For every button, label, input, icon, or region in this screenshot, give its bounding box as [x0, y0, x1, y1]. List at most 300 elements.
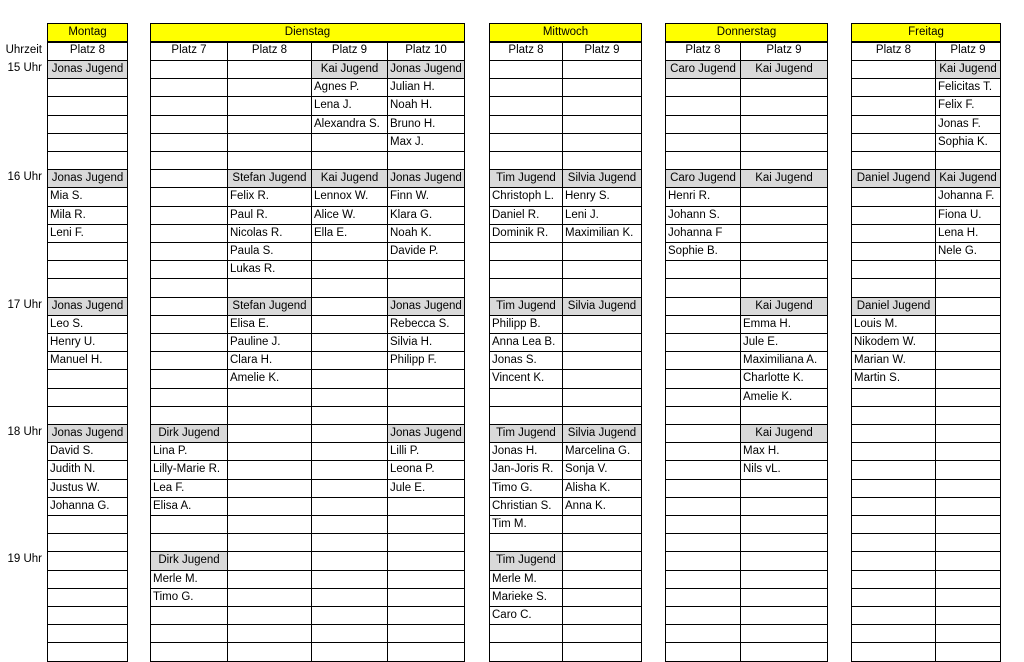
- player-cell[interactable]: [47, 570, 128, 589]
- group-cell[interactable]: Kai Jugend: [740, 297, 828, 316]
- player-cell[interactable]: [47, 642, 128, 662]
- player-cell[interactable]: [740, 151, 828, 170]
- player-cell[interactable]: [489, 60, 563, 79]
- player-cell[interactable]: [562, 606, 642, 625]
- player-cell[interactable]: [227, 533, 312, 552]
- player-cell[interactable]: [150, 78, 228, 97]
- player-cell[interactable]: Nils vL.: [740, 460, 828, 480]
- player-cell[interactable]: [387, 151, 465, 170]
- player-cell[interactable]: [740, 278, 828, 298]
- player-cell[interactable]: [935, 642, 1001, 662]
- group-cell[interactable]: Stefan Jugend: [227, 169, 312, 188]
- player-cell[interactable]: [150, 624, 228, 643]
- player-cell[interactable]: Silvia H.: [387, 333, 465, 352]
- player-cell[interactable]: [150, 224, 228, 243]
- player-cell[interactable]: [227, 96, 312, 116]
- player-cell[interactable]: [562, 333, 642, 352]
- player-cell[interactable]: Agnes P.: [311, 78, 388, 97]
- player-cell[interactable]: Noah H.: [387, 96, 465, 116]
- player-cell[interactable]: [150, 169, 228, 188]
- player-cell[interactable]: [935, 570, 1001, 589]
- player-cell[interactable]: [227, 588, 312, 607]
- player-cell[interactable]: [740, 551, 828, 571]
- player-cell[interactable]: Daniel R.: [489, 206, 563, 225]
- player-cell[interactable]: [150, 351, 228, 370]
- player-cell[interactable]: [935, 533, 1001, 552]
- player-cell[interactable]: [851, 224, 936, 243]
- group-cell[interactable]: Jonas Jugend: [47, 297, 128, 316]
- player-cell[interactable]: [47, 515, 128, 534]
- player-cell[interactable]: [935, 351, 1001, 370]
- player-cell[interactable]: [851, 624, 936, 643]
- player-cell[interactable]: [227, 388, 312, 407]
- player-cell[interactable]: Philipp B.: [489, 315, 563, 334]
- player-cell[interactable]: Max J.: [387, 133, 465, 152]
- player-cell[interactable]: [227, 424, 312, 443]
- player-cell[interactable]: [47, 242, 128, 261]
- player-cell[interactable]: [311, 570, 388, 589]
- player-cell[interactable]: Paula S.: [227, 242, 312, 261]
- player-cell[interactable]: [150, 315, 228, 334]
- player-cell[interactable]: [665, 78, 741, 97]
- player-cell[interactable]: [665, 606, 741, 625]
- player-cell[interactable]: [387, 406, 465, 425]
- player-cell[interactable]: [740, 588, 828, 607]
- group-cell[interactable]: Jonas Jugend: [47, 169, 128, 188]
- player-cell[interactable]: [150, 151, 228, 170]
- player-cell[interactable]: Clara H.: [227, 351, 312, 370]
- player-cell[interactable]: [227, 60, 312, 79]
- group-cell[interactable]: Daniel Jugend: [851, 297, 936, 316]
- player-cell[interactable]: [935, 333, 1001, 352]
- player-cell[interactable]: Lukas R.: [227, 260, 312, 279]
- player-cell[interactable]: [311, 297, 388, 316]
- player-cell[interactable]: Bruno H.: [387, 115, 465, 134]
- player-cell[interactable]: [851, 551, 936, 571]
- group-cell[interactable]: Kai Jugend: [935, 60, 1001, 79]
- player-cell[interactable]: [150, 333, 228, 352]
- player-cell[interactable]: [851, 442, 936, 461]
- player-cell[interactable]: Elisa A.: [150, 497, 228, 516]
- player-cell[interactable]: Amelie K.: [227, 369, 312, 389]
- player-cell[interactable]: Lennox W.: [311, 187, 388, 207]
- player-cell[interactable]: [935, 497, 1001, 516]
- player-cell[interactable]: Johanna G.: [47, 497, 128, 516]
- player-cell[interactable]: Felix F.: [935, 96, 1001, 116]
- player-cell[interactable]: Mia S.: [47, 187, 128, 207]
- player-cell[interactable]: [740, 479, 828, 498]
- player-cell[interactable]: [311, 315, 388, 334]
- player-cell[interactable]: [47, 278, 128, 298]
- player-cell[interactable]: [562, 551, 642, 571]
- player-cell[interactable]: Sophie B.: [665, 242, 741, 261]
- player-cell[interactable]: [311, 133, 388, 152]
- player-cell[interactable]: [489, 406, 563, 425]
- player-cell[interactable]: [150, 278, 228, 298]
- player-cell[interactable]: [227, 515, 312, 534]
- player-cell[interactable]: [387, 606, 465, 625]
- player-cell[interactable]: [489, 533, 563, 552]
- player-cell[interactable]: [665, 133, 741, 152]
- player-cell[interactable]: [851, 187, 936, 207]
- player-cell[interactable]: Henry S.: [562, 187, 642, 207]
- player-cell[interactable]: [851, 570, 936, 589]
- player-cell[interactable]: Christoph L.: [489, 187, 563, 207]
- player-cell[interactable]: [47, 588, 128, 607]
- player-cell[interactable]: [311, 242, 388, 261]
- player-cell[interactable]: [740, 133, 828, 152]
- player-cell[interactable]: [562, 570, 642, 589]
- player-cell[interactable]: [311, 515, 388, 534]
- player-cell[interactable]: [311, 606, 388, 625]
- player-cell[interactable]: [227, 151, 312, 170]
- player-cell[interactable]: Lena J.: [311, 96, 388, 116]
- player-cell[interactable]: [851, 588, 936, 607]
- player-cell[interactable]: [47, 96, 128, 116]
- player-cell[interactable]: [740, 224, 828, 243]
- player-cell[interactable]: [851, 78, 936, 97]
- player-cell[interactable]: Christian S.: [489, 497, 563, 516]
- player-cell[interactable]: [311, 479, 388, 498]
- player-cell[interactable]: [665, 497, 741, 516]
- player-cell[interactable]: [150, 406, 228, 425]
- player-cell[interactable]: [740, 642, 828, 662]
- player-cell[interactable]: [665, 388, 741, 407]
- player-cell[interactable]: Alice W.: [311, 206, 388, 225]
- player-cell[interactable]: Timo G.: [150, 588, 228, 607]
- player-cell[interactable]: Maximilian K.: [562, 224, 642, 243]
- player-cell[interactable]: [47, 369, 128, 389]
- player-cell[interactable]: [47, 624, 128, 643]
- player-cell[interactable]: [150, 115, 228, 134]
- player-cell[interactable]: [665, 260, 741, 279]
- player-cell[interactable]: [227, 115, 312, 134]
- player-cell[interactable]: [227, 460, 312, 480]
- player-cell[interactable]: [851, 60, 936, 79]
- player-cell[interactable]: Leni J.: [562, 206, 642, 225]
- player-cell[interactable]: [665, 278, 741, 298]
- player-cell[interactable]: [562, 388, 642, 407]
- player-cell[interactable]: [562, 533, 642, 552]
- player-cell[interactable]: David S.: [47, 442, 128, 461]
- player-cell[interactable]: [851, 278, 936, 298]
- player-cell[interactable]: [935, 406, 1001, 425]
- player-cell[interactable]: Jonas H.: [489, 442, 563, 461]
- player-cell[interactable]: Lena H.: [935, 224, 1001, 243]
- player-cell[interactable]: [935, 369, 1001, 389]
- group-cell[interactable]: Silvia Jugend: [562, 169, 642, 188]
- group-cell[interactable]: Jonas Jugend: [387, 297, 465, 316]
- player-cell[interactable]: [311, 442, 388, 461]
- group-cell[interactable]: Jonas Jugend: [47, 424, 128, 443]
- player-cell[interactable]: [489, 242, 563, 261]
- player-cell[interactable]: [935, 260, 1001, 279]
- player-cell[interactable]: [562, 351, 642, 370]
- player-cell[interactable]: [851, 533, 936, 552]
- player-cell[interactable]: [562, 96, 642, 116]
- group-cell[interactable]: Jonas Jugend: [387, 424, 465, 443]
- group-cell[interactable]: Tim Jugend: [489, 424, 563, 443]
- player-cell[interactable]: [935, 460, 1001, 480]
- player-cell[interactable]: [387, 515, 465, 534]
- player-cell[interactable]: [47, 606, 128, 625]
- group-cell[interactable]: Caro Jugend: [665, 169, 741, 188]
- player-cell[interactable]: Anna Lea B.: [489, 333, 563, 352]
- player-cell[interactable]: [387, 388, 465, 407]
- player-cell[interactable]: [387, 369, 465, 389]
- player-cell[interactable]: [851, 479, 936, 498]
- player-cell[interactable]: [387, 551, 465, 571]
- player-cell[interactable]: [851, 151, 936, 170]
- player-cell[interactable]: Anna K.: [562, 497, 642, 516]
- player-cell[interactable]: [665, 424, 741, 443]
- player-cell[interactable]: Nele G.: [935, 242, 1001, 261]
- group-cell[interactable]: Jonas Jugend: [387, 60, 465, 79]
- player-cell[interactable]: Jan-Joris R.: [489, 460, 563, 480]
- player-cell[interactable]: [311, 278, 388, 298]
- player-cell[interactable]: [387, 588, 465, 607]
- player-cell[interactable]: Lilly-Marie R.: [150, 460, 228, 480]
- group-cell[interactable]: Daniel Jugend: [851, 169, 936, 188]
- player-cell[interactable]: [150, 96, 228, 116]
- player-cell[interactable]: Felicitas T.: [935, 78, 1001, 97]
- player-cell[interactable]: [150, 606, 228, 625]
- player-cell[interactable]: [150, 60, 228, 79]
- player-cell[interactable]: [47, 260, 128, 279]
- group-cell[interactable]: Tim Jugend: [489, 551, 563, 571]
- player-cell[interactable]: [740, 115, 828, 134]
- player-cell[interactable]: [387, 260, 465, 279]
- player-cell[interactable]: Justus W.: [47, 479, 128, 498]
- player-cell[interactable]: Charlotte K.: [740, 369, 828, 389]
- player-cell[interactable]: [150, 133, 228, 152]
- player-cell[interactable]: [47, 133, 128, 152]
- player-cell[interactable]: Henry U.: [47, 333, 128, 352]
- player-cell[interactable]: Elisa E.: [227, 315, 312, 334]
- player-cell[interactable]: Nikodem W.: [851, 333, 936, 352]
- player-cell[interactable]: [740, 78, 828, 97]
- player-cell[interactable]: [740, 624, 828, 643]
- player-cell[interactable]: [665, 369, 741, 389]
- player-cell[interactable]: Emma H.: [740, 315, 828, 334]
- player-cell[interactable]: [935, 315, 1001, 334]
- player-cell[interactable]: [851, 242, 936, 261]
- player-cell[interactable]: [47, 406, 128, 425]
- group-cell[interactable]: Dirk Jugend: [150, 424, 228, 443]
- player-cell[interactable]: [489, 278, 563, 298]
- player-cell[interactable]: [227, 642, 312, 662]
- player-cell[interactable]: [740, 515, 828, 534]
- player-cell[interactable]: Caro C.: [489, 606, 563, 625]
- player-cell[interactable]: [489, 115, 563, 134]
- player-cell[interactable]: Noah K.: [387, 224, 465, 243]
- player-cell[interactable]: Marcelina G.: [562, 442, 642, 461]
- player-cell[interactable]: [489, 78, 563, 97]
- player-cell[interactable]: [935, 551, 1001, 571]
- player-cell[interactable]: [387, 533, 465, 552]
- player-cell[interactable]: [150, 260, 228, 279]
- player-cell[interactable]: [740, 206, 828, 225]
- player-cell[interactable]: [665, 297, 741, 316]
- player-cell[interactable]: [562, 369, 642, 389]
- group-cell[interactable]: Stefan Jugend: [227, 297, 312, 316]
- player-cell[interactable]: [935, 151, 1001, 170]
- player-cell[interactable]: [851, 460, 936, 480]
- player-cell[interactable]: [150, 369, 228, 389]
- player-cell[interactable]: [665, 624, 741, 643]
- player-cell[interactable]: [311, 588, 388, 607]
- player-cell[interactable]: [489, 388, 563, 407]
- player-cell[interactable]: Louis M.: [851, 315, 936, 334]
- player-cell[interactable]: [227, 606, 312, 625]
- player-cell[interactable]: [227, 133, 312, 152]
- player-cell[interactable]: [562, 278, 642, 298]
- player-cell[interactable]: [935, 515, 1001, 534]
- player-cell[interactable]: Jule E.: [740, 333, 828, 352]
- player-cell[interactable]: [665, 115, 741, 134]
- player-cell[interactable]: [311, 497, 388, 516]
- player-cell[interactable]: [935, 297, 1001, 316]
- player-cell[interactable]: [387, 624, 465, 643]
- player-cell[interactable]: Lea F.: [150, 479, 228, 498]
- player-cell[interactable]: [562, 78, 642, 97]
- group-cell[interactable]: Caro Jugend: [665, 60, 741, 79]
- player-cell[interactable]: [489, 151, 563, 170]
- player-cell[interactable]: Sophia K.: [935, 133, 1001, 152]
- player-cell[interactable]: [150, 388, 228, 407]
- player-cell[interactable]: [47, 551, 128, 571]
- group-cell[interactable]: Tim Jugend: [489, 169, 563, 188]
- player-cell[interactable]: Finn W.: [387, 187, 465, 207]
- player-cell[interactable]: Alexandra S.: [311, 115, 388, 134]
- player-cell[interactable]: Sonja V.: [562, 460, 642, 480]
- player-cell[interactable]: Leona P.: [387, 460, 465, 480]
- player-cell[interactable]: Klara G.: [387, 206, 465, 225]
- group-cell[interactable]: Dirk Jugend: [150, 551, 228, 571]
- player-cell[interactable]: Tim M.: [489, 515, 563, 534]
- player-cell[interactable]: [740, 606, 828, 625]
- player-cell[interactable]: [851, 424, 936, 443]
- player-cell[interactable]: [311, 406, 388, 425]
- player-cell[interactable]: [935, 479, 1001, 498]
- player-cell[interactable]: [935, 588, 1001, 607]
- player-cell[interactable]: [150, 297, 228, 316]
- player-cell[interactable]: [740, 242, 828, 261]
- player-cell[interactable]: [489, 133, 563, 152]
- player-cell[interactable]: [562, 624, 642, 643]
- player-cell[interactable]: [562, 642, 642, 662]
- player-cell[interactable]: Davide P.: [387, 242, 465, 261]
- player-cell[interactable]: Max H.: [740, 442, 828, 461]
- player-cell[interactable]: Merle M.: [489, 570, 563, 589]
- player-cell[interactable]: [665, 533, 741, 552]
- player-cell[interactable]: [227, 624, 312, 643]
- player-cell[interactable]: [665, 406, 741, 425]
- group-cell[interactable]: Jonas Jugend: [47, 60, 128, 79]
- player-cell[interactable]: [740, 187, 828, 207]
- player-cell[interactable]: Dominik R.: [489, 224, 563, 243]
- player-cell[interactable]: [150, 242, 228, 261]
- player-cell[interactable]: [935, 278, 1001, 298]
- player-cell[interactable]: Maximiliana A.: [740, 351, 828, 370]
- player-cell[interactable]: [935, 424, 1001, 443]
- player-cell[interactable]: [311, 351, 388, 370]
- player-cell[interactable]: [935, 442, 1001, 461]
- player-cell[interactable]: [387, 570, 465, 589]
- player-cell[interactable]: [562, 406, 642, 425]
- player-cell[interactable]: [311, 551, 388, 571]
- player-cell[interactable]: Ella E.: [311, 224, 388, 243]
- player-cell[interactable]: [665, 315, 741, 334]
- group-cell[interactable]: Silvia Jugend: [562, 297, 642, 316]
- player-cell[interactable]: [740, 260, 828, 279]
- player-cell[interactable]: [851, 515, 936, 534]
- player-cell[interactable]: [665, 96, 741, 116]
- player-cell[interactable]: [387, 497, 465, 516]
- group-cell[interactable]: Kai Jugend: [740, 60, 828, 79]
- player-cell[interactable]: [851, 133, 936, 152]
- player-cell[interactable]: Leo S.: [47, 315, 128, 334]
- player-cell[interactable]: [311, 151, 388, 170]
- player-cell[interactable]: [227, 551, 312, 571]
- player-cell[interactable]: [227, 497, 312, 516]
- player-cell[interactable]: Pauline J.: [227, 333, 312, 352]
- player-cell[interactable]: Marieke S.: [489, 588, 563, 607]
- player-cell[interactable]: [562, 242, 642, 261]
- player-cell[interactable]: [665, 588, 741, 607]
- player-cell[interactable]: Henri R.: [665, 187, 741, 207]
- player-cell[interactable]: Philipp F.: [387, 351, 465, 370]
- player-cell[interactable]: [387, 278, 465, 298]
- player-cell[interactable]: [740, 96, 828, 116]
- player-cell[interactable]: [562, 115, 642, 134]
- player-cell[interactable]: [227, 406, 312, 425]
- group-cell[interactable]: Kai Jugend: [740, 424, 828, 443]
- player-cell[interactable]: [740, 533, 828, 552]
- player-cell[interactable]: [562, 60, 642, 79]
- player-cell[interactable]: [227, 479, 312, 498]
- player-cell[interactable]: Paul R.: [227, 206, 312, 225]
- player-cell[interactable]: [665, 551, 741, 571]
- group-cell[interactable]: Jonas Jugend: [387, 169, 465, 188]
- player-cell[interactable]: Fiona U.: [935, 206, 1001, 225]
- player-cell[interactable]: [851, 642, 936, 662]
- player-cell[interactable]: [851, 388, 936, 407]
- player-cell[interactable]: [562, 515, 642, 534]
- player-cell[interactable]: Judith N.: [47, 460, 128, 480]
- player-cell[interactable]: [935, 606, 1001, 625]
- player-cell[interactable]: [665, 642, 741, 662]
- player-cell[interactable]: [311, 424, 388, 443]
- player-cell[interactable]: Lina P.: [150, 442, 228, 461]
- player-cell[interactable]: [562, 133, 642, 152]
- player-cell[interactable]: [935, 388, 1001, 407]
- player-cell[interactable]: Jonas F.: [935, 115, 1001, 134]
- group-cell[interactable]: Kai Jugend: [311, 60, 388, 79]
- player-cell[interactable]: Merle M.: [150, 570, 228, 589]
- player-cell[interactable]: [311, 333, 388, 352]
- player-cell[interactable]: Timo G.: [489, 479, 563, 498]
- player-cell[interactable]: [665, 460, 741, 480]
- group-cell[interactable]: Tim Jugend: [489, 297, 563, 316]
- player-cell[interactable]: [562, 588, 642, 607]
- player-cell[interactable]: [851, 96, 936, 116]
- player-cell[interactable]: Johanna F.: [935, 187, 1001, 207]
- player-cell[interactable]: [740, 570, 828, 589]
- player-cell[interactable]: Johann S.: [665, 206, 741, 225]
- player-cell[interactable]: Felix R.: [227, 187, 312, 207]
- player-cell[interactable]: [311, 642, 388, 662]
